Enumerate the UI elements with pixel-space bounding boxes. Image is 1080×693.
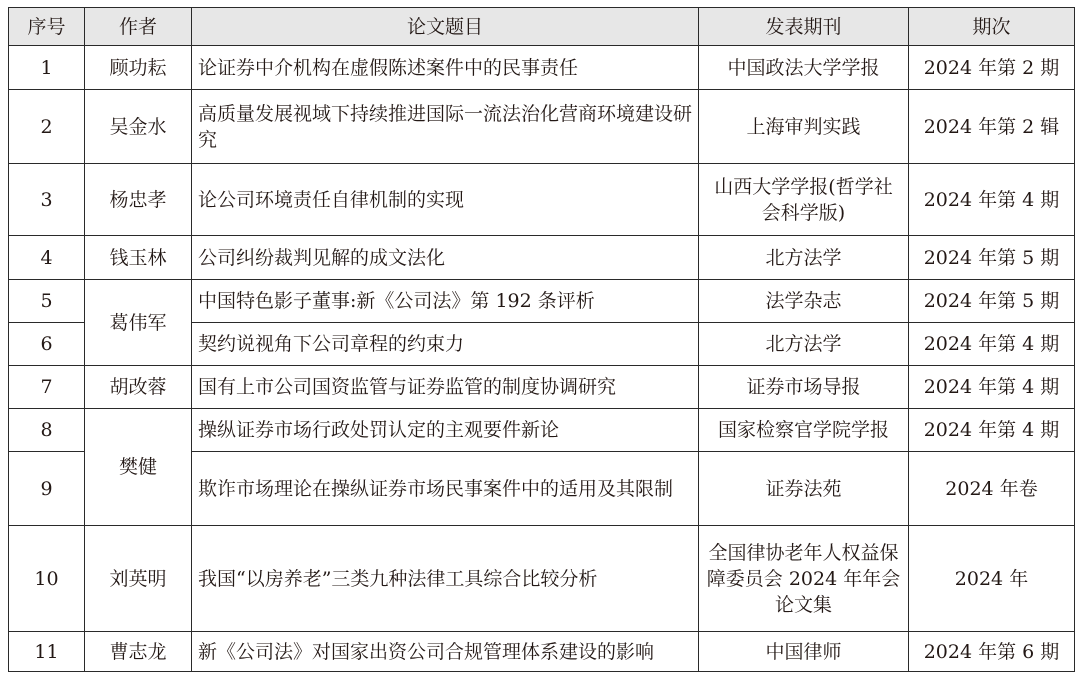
row-journal: 法学杂志	[699, 280, 909, 323]
row-author: 樊健	[85, 409, 192, 526]
row-number: 11	[9, 632, 85, 672]
publications-table	[8, 7, 1075, 672]
row-issue: 2024 年第 4 期	[909, 409, 1075, 452]
row-number: 10	[9, 526, 85, 632]
row-issue: 2024 年第 2 期	[909, 46, 1075, 90]
table-row	[9, 366, 1075, 409]
table-row	[9, 409, 1075, 452]
table-row	[9, 164, 1075, 236]
row-issue: 2024 年卷	[909, 452, 1075, 526]
row-journal: 中国律师	[699, 632, 909, 672]
header-journal: 发表期刊	[699, 8, 909, 46]
table-row	[9, 280, 1075, 323]
row-title: 高质量发展视域下持续推进国际一流法治化营商环境建设研究	[192, 90, 699, 164]
row-title: 我国“以房养老”三类九种法律工具综合比较分析	[192, 526, 699, 632]
row-number: 9	[9, 452, 85, 526]
row-title: 论公司环境责任自律机制的实现	[192, 164, 699, 236]
row-title: 契约说视角下公司章程的约束力	[192, 323, 699, 366]
row-title: 操纵证券市场行政处罚认定的主观要件新论	[192, 409, 699, 452]
row-number: 6	[9, 323, 85, 366]
row-number: 2	[9, 90, 85, 164]
row-number: 8	[9, 409, 85, 452]
row-author: 刘英明	[85, 526, 192, 632]
header-issue: 期次	[909, 8, 1075, 46]
row-number: 3	[9, 164, 85, 236]
row-number: 4	[9, 236, 85, 280]
row-journal: 山西大学学报(哲学社会科学版)	[699, 164, 909, 236]
table-row	[9, 90, 1075, 164]
row-title: 公司纠纷裁判见解的成文法化	[192, 236, 699, 280]
table-row	[9, 632, 1075, 672]
row-number: 7	[9, 366, 85, 409]
row-author: 曹志龙	[85, 632, 192, 672]
header-row	[9, 8, 1075, 46]
row-author: 钱玉林	[85, 236, 192, 280]
header-author: 作者	[85, 8, 192, 46]
row-number: 1	[9, 46, 85, 90]
row-issue: 2024 年第 4 期	[909, 323, 1075, 366]
row-title: 新《公司法》对国家出资公司合规管理体系建设的影响	[192, 632, 699, 672]
row-title: 国有上市公司国资监管与证券监管的制度协调研究	[192, 366, 699, 409]
row-journal: 上海审判实践	[699, 90, 909, 164]
header-number: 序号	[9, 8, 85, 46]
table-row	[9, 46, 1075, 90]
row-title: 欺诈市场理论在操纵证券市场民事案件中的适用及其限制	[192, 452, 699, 526]
row-journal: 国家检察官学院学报	[699, 409, 909, 452]
row-issue: 2024 年第 2 辑	[909, 90, 1075, 164]
row-author: 顾功耘	[85, 46, 192, 90]
row-journal: 证券市场导报	[699, 366, 909, 409]
row-issue: 2024 年第 5 期	[909, 236, 1075, 280]
row-journal: 证券法苑	[699, 452, 909, 526]
row-issue: 2024 年	[909, 526, 1075, 632]
row-title: 论证券中介机构在虚假陈述案件中的民事责任	[192, 46, 699, 90]
row-author: 吴金水	[85, 90, 192, 164]
row-issue: 2024 年第 5 期	[909, 280, 1075, 323]
row-title: 中国特色影子董事:新《公司法》第 192 条评析	[192, 280, 699, 323]
row-author: 葛伟军	[85, 280, 192, 366]
row-issue: 2024 年第 4 期	[909, 164, 1075, 236]
row-issue: 2024 年第 6 期	[909, 632, 1075, 672]
table-row	[9, 526, 1075, 632]
row-journal: 全国律协老年人权益保障委员会 2024 年年会论文集	[699, 526, 909, 632]
row-journal: 北方法学	[699, 236, 909, 280]
row-number: 5	[9, 280, 85, 323]
header-title: 论文题目	[192, 8, 699, 46]
row-author: 杨忠孝	[85, 164, 192, 236]
row-author: 胡改蓉	[85, 366, 192, 409]
table-row	[9, 236, 1075, 280]
row-issue: 2024 年第 4 期	[909, 366, 1075, 409]
row-journal: 中国政法大学学报	[699, 46, 909, 90]
row-journal: 北方法学	[699, 323, 909, 366]
